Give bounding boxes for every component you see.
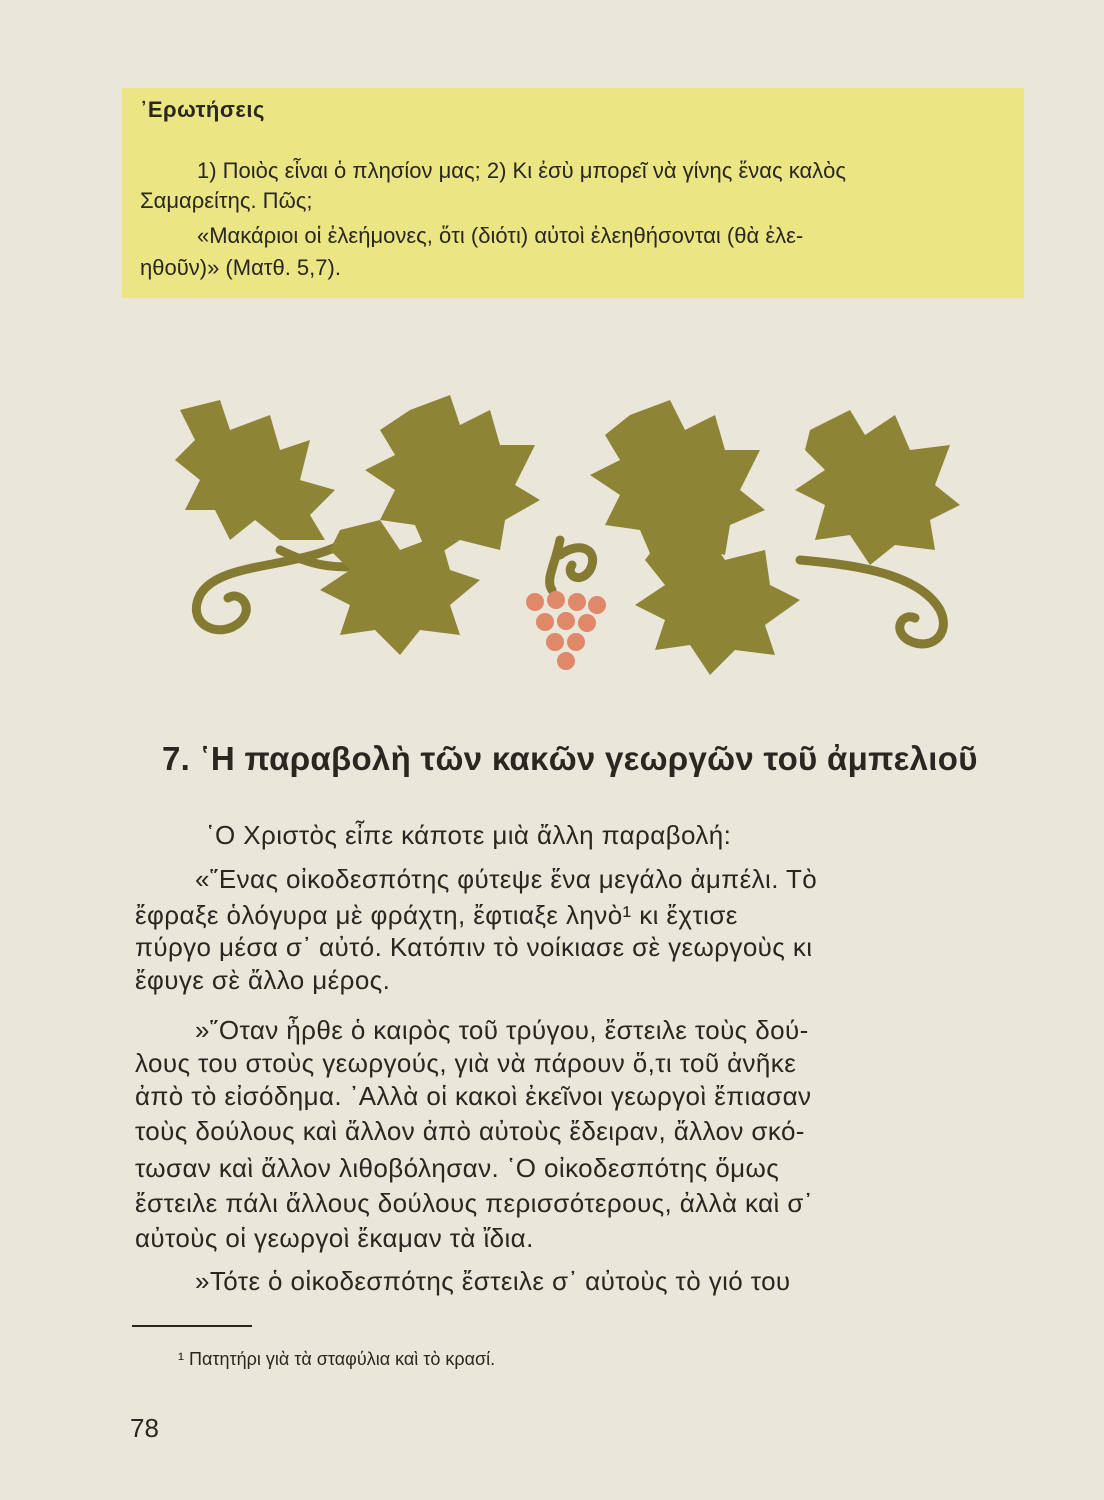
question-line: «Μακάριοι οἱ ἐλεήμονες, ὅτι (διότι) αὐτοὶ ἐλεηθήσονται (θὰ ἐλε-	[197, 223, 804, 248]
grape-cluster	[526, 591, 606, 670]
text-line: ἔφυγε σὲ ἄλλο μέρος.	[135, 965, 391, 995]
text-line: τωσαν καὶ ἄλλον λιθοβόλησαν. ῾Ο οἰκοδεσπότης ὅμως	[135, 1153, 780, 1183]
footnote-rule	[132, 1325, 252, 1327]
question-line: ηθοῦν)» (Ματθ. 5,7).	[140, 255, 341, 280]
question-line: Σαμαρείτης. Πῶς;	[140, 188, 313, 213]
page-number: 78	[130, 1413, 159, 1443]
text-line: λους του στοὺς γεωργούς, γιὰ νὰ πάρουν ὅ,τι τοῦ ἀνῆκε	[135, 1048, 797, 1078]
text-line: ἔστειλε πάλι ἄλλους δούλους περισσότερους, ἀλλὰ καὶ σ᾿	[135, 1188, 813, 1218]
text-line: ῾Ο Χριστὸς εἶπε κάποτε μιὰ ἄλλη παραβολή:	[206, 820, 732, 850]
grape-leaves	[175, 395, 960, 675]
text-line: ἔφραξε ὁλόγυρα μὲ φράχτη, ἔφτιαξε ληνὸ¹ κι ἔχτισε	[135, 900, 738, 930]
text-line: «῞Ενας οἰκοδεσπότης φύτεψε ἕνα μεγάλο ἀμπέλι. Τὸ	[195, 864, 818, 894]
question-line: 1) Ποιὸς εἶναι ὁ πλησίον μας; 2) Κι ἐσὺ μπορεῖ νὰ γίνης ἕνας καλὸς	[197, 158, 847, 183]
text-line: ἀπὸ τὸ εἰσόδημα. ᾿Αλλὰ οἱ κακοὶ ἐκεῖνοι γεωργοὶ ἔπιασαν	[135, 1081, 812, 1111]
text-line: αὐτοὺς οἱ γεωργοὶ ἔκαμαν τὰ ἴδια.	[135, 1223, 534, 1253]
text-line: »Τότε ὁ οἰκοδεσπότης ἔστειλε σ᾿ αὐτοὺς τὸ γιό του	[195, 1266, 791, 1296]
text-line: τοὺς δούλους καὶ ἄλλον ἀπὸ αὐτοὺς ἔδειραν, ἄλλον σκό-	[135, 1116, 805, 1146]
section-heading: 7. ῾Η παραβολὴ τῶν κακῶν γεωργῶν τοῦ ἀμπελιοῦ	[162, 740, 978, 777]
text-line: πύργο μέσα σ᾿ αὐτό. Κατόπιν τὸ νοίκιασε σὲ γεωργοὺς κι	[135, 932, 813, 962]
grapevine-ornament	[160, 390, 980, 710]
text-line: »῞Οταν ἦρθε ὁ καιρὸς τοῦ τρύγου, ἔστειλε τοὺς δού-	[195, 1015, 809, 1045]
questions-title: ᾿Ερωτήσεις	[140, 97, 265, 122]
footnote: ¹ Πατητήρι γιὰ τὰ σταφύλια καὶ τὸ κρασί.	[178, 1349, 496, 1369]
